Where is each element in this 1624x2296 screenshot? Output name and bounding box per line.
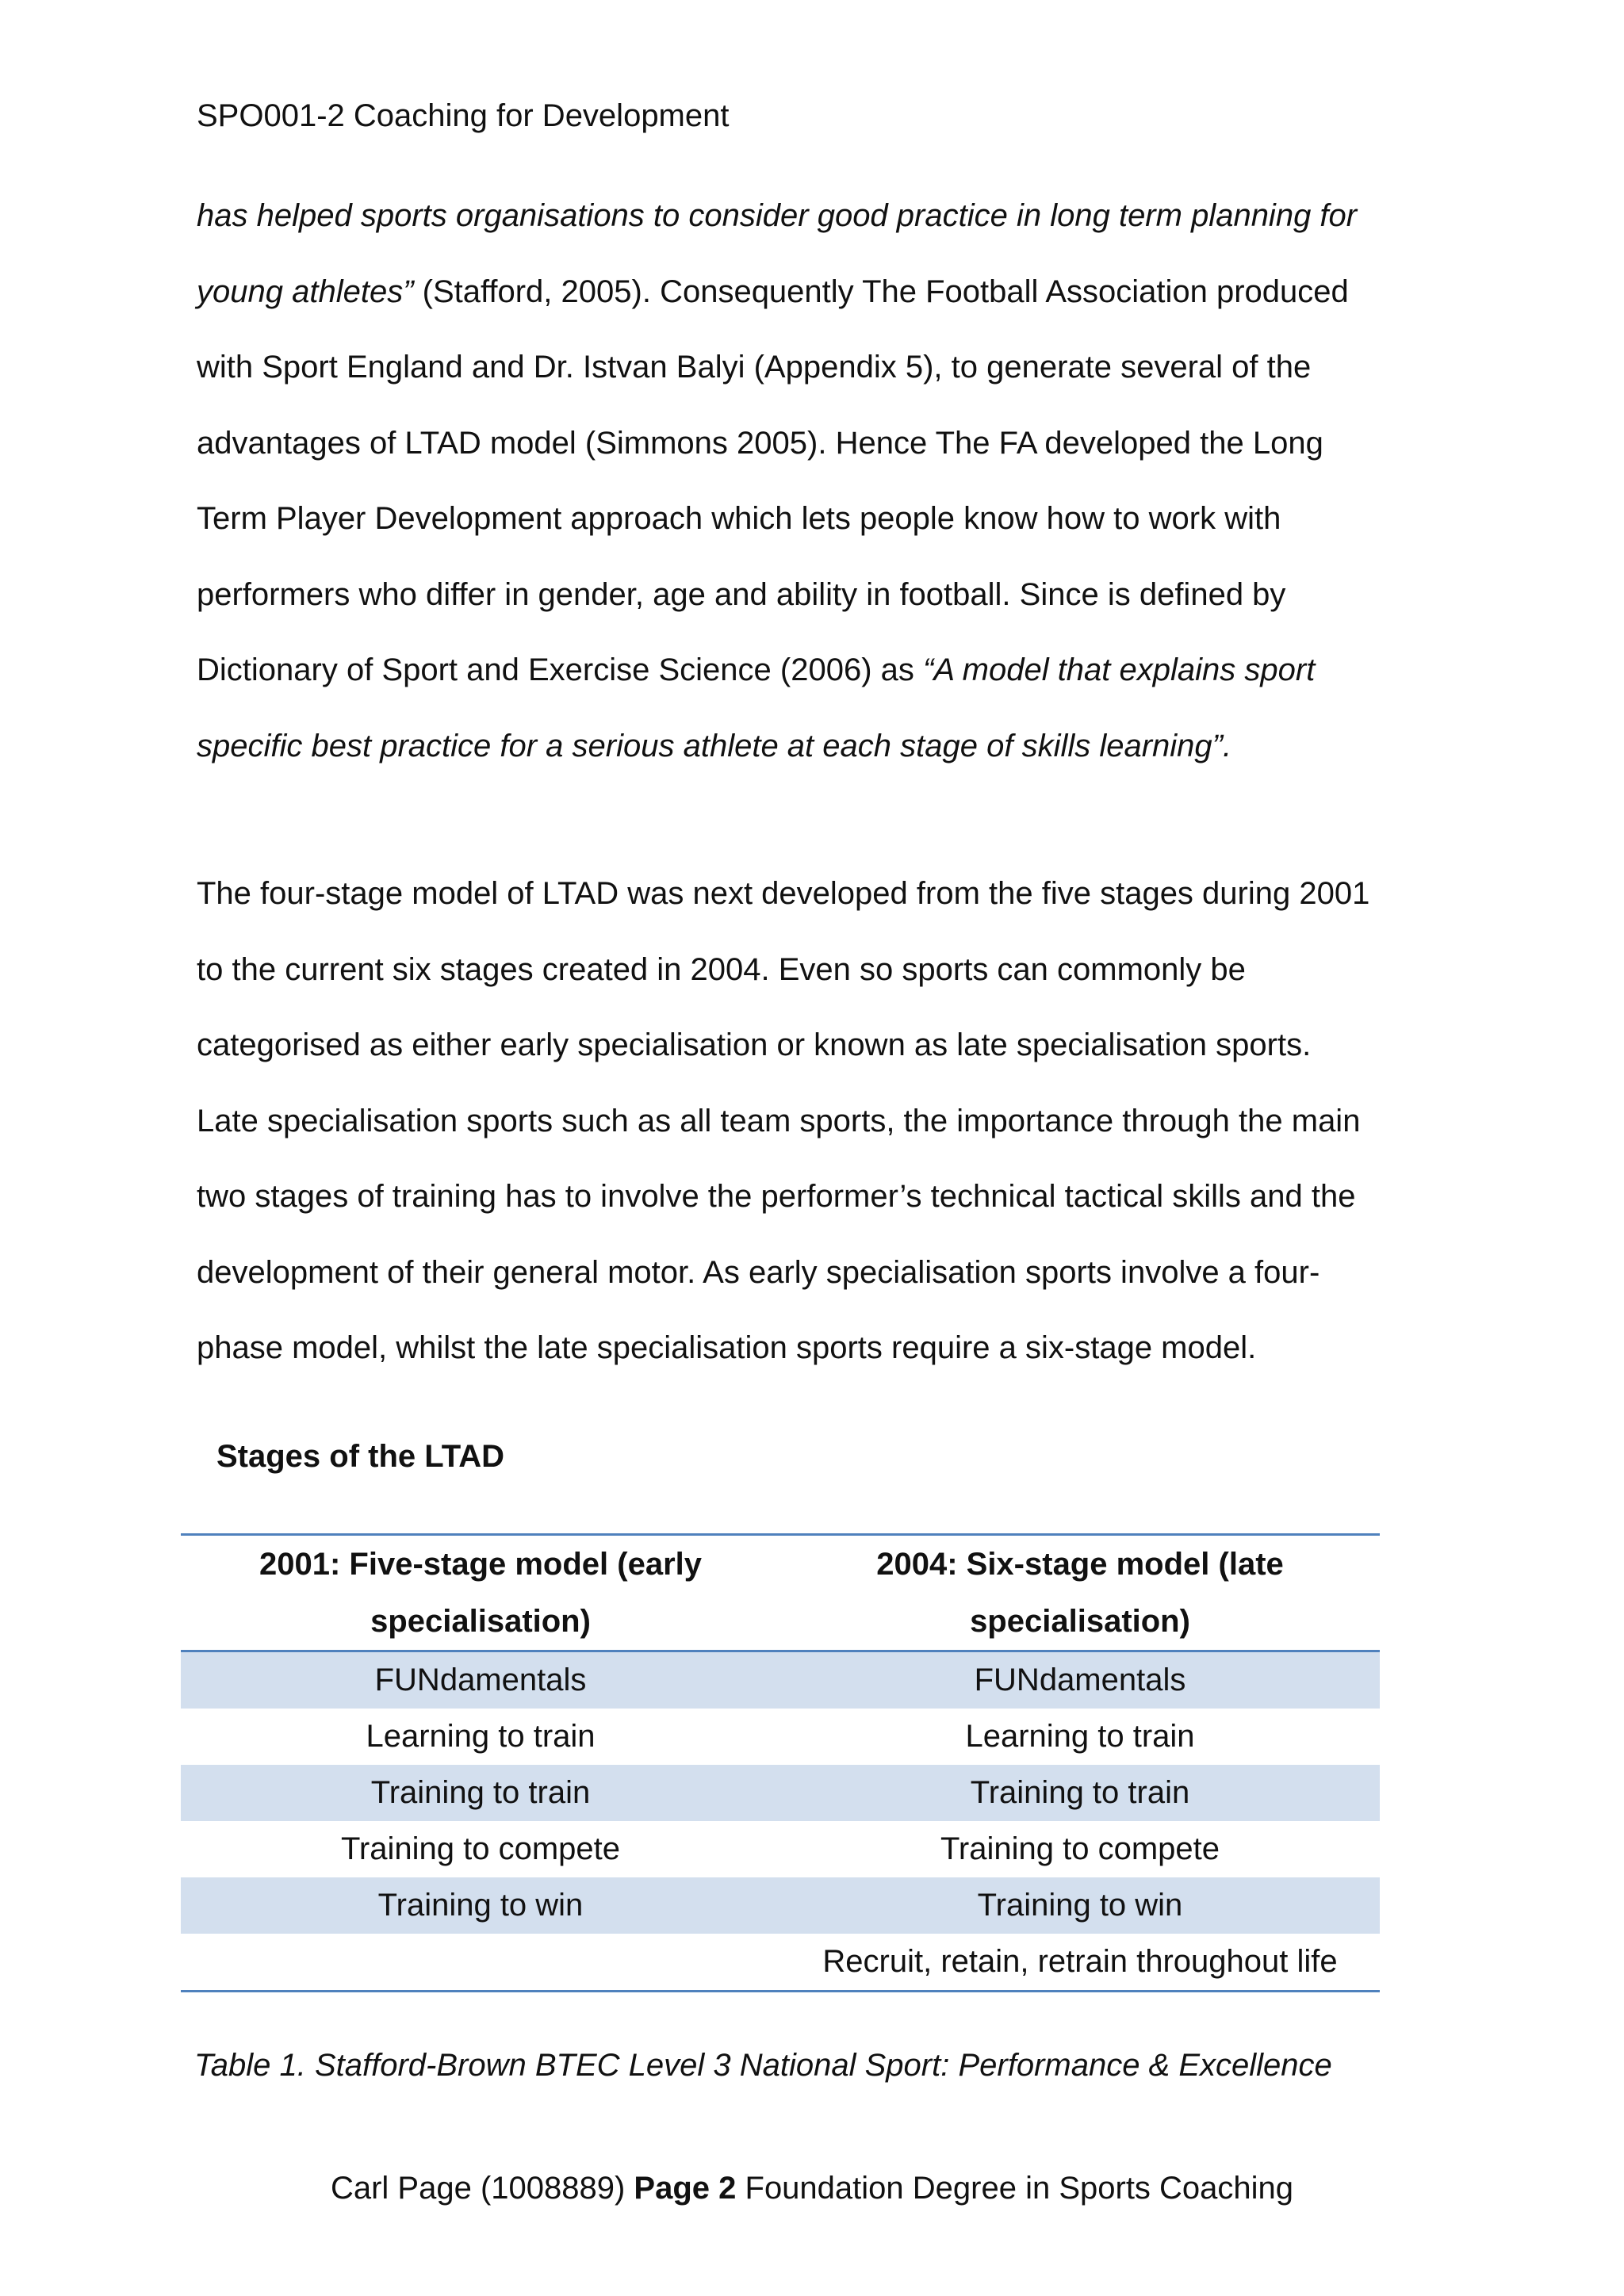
footer-author: Carl Page (1008889) bbox=[330, 2171, 634, 2206]
body-text: phase model, whilst the late specialisation sports require a six-stage model. bbox=[197, 1330, 1257, 1365]
table-row bbox=[181, 1877, 1380, 1934]
text-line bbox=[197, 947, 1434, 1024]
table-cell: FUNdamentals bbox=[780, 1651, 1380, 1709]
quote-text: specific best practice for a serious athlete at each stage of skills learning”. bbox=[197, 728, 1232, 763]
quote-text: has helped sports organisations to consider good practice in long term planning for bbox=[197, 198, 1358, 233]
quote-text: “A model that explains sport bbox=[923, 652, 1316, 687]
body-text: two stages of training has to involve the performer’s technical tactical skills and the bbox=[197, 1179, 1356, 1214]
body-text: advantages of LTAD model (Simmons 2005). Hence The FA developed the Long bbox=[197, 425, 1323, 461]
body-text: categorised as either early specialisation or known as late specialisation sports. bbox=[197, 1027, 1312, 1062]
page-number: Page 2 bbox=[634, 2171, 737, 2206]
text-line bbox=[197, 572, 1434, 649]
table-cell: Learning to train bbox=[366, 1719, 596, 1754]
column-header-2001: 2001: Five-stage model (early specialisation) bbox=[181, 1535, 780, 1651]
body-text: with Sport England and Dr. Istvan Balyi (Appendix 5), to generate several of the bbox=[197, 350, 1312, 385]
table-cell: Training to compete bbox=[340, 1831, 621, 1866]
table-caption: Table 1. Stafford-Brown BTEC Level 3 National Sport: Performance & Excellence bbox=[194, 2048, 1332, 2083]
text-line bbox=[197, 1023, 1434, 1099]
table-cell: Training to win bbox=[780, 1877, 1380, 1934]
text-line bbox=[197, 1250, 1434, 1326]
body-paragraph-1 bbox=[197, 193, 1434, 799]
text-line bbox=[197, 345, 1434, 421]
text-line bbox=[197, 871, 1434, 947]
table-row bbox=[181, 1709, 1380, 1765]
text-line bbox=[197, 496, 1434, 572]
table-heading: Stages of the LTAD bbox=[216, 1439, 504, 1474]
body-text: (Stafford, 2005). Consequently The Football Association produced bbox=[413, 274, 1349, 309]
table-cell: Learning to train bbox=[965, 1719, 1195, 1754]
table-cell: Training to train bbox=[780, 1765, 1380, 1821]
table-cell: Training to train bbox=[181, 1765, 780, 1821]
text-line bbox=[197, 421, 1434, 497]
body-text: Dictionary of Sport and Exercise Science (2006) as bbox=[197, 652, 923, 687]
table-cell: Training to compete bbox=[940, 1831, 1220, 1866]
body-text: performers who differ in gender, age and ability in football. Since is defined by bbox=[197, 576, 1286, 612]
table-row bbox=[181, 1765, 1380, 1821]
text-line bbox=[197, 270, 1434, 346]
table-cell bbox=[181, 1934, 780, 1992]
body-text: The four-stage model of LTAD was next developed from the five stages during 2001 bbox=[197, 876, 1370, 911]
footer-degree: Foundation Degree in Sports Coaching bbox=[736, 2171, 1294, 2206]
text-line bbox=[197, 724, 1434, 800]
table-row bbox=[181, 1651, 1380, 1709]
text-line bbox=[197, 648, 1434, 724]
table-row bbox=[181, 1821, 1380, 1877]
column-header-2004: 2004: Six-stage model (late specialisation) bbox=[780, 1535, 1380, 1651]
quote-text: young athletes” bbox=[197, 274, 414, 309]
text-line bbox=[197, 1326, 1434, 1402]
text-line bbox=[197, 1099, 1434, 1175]
text-line bbox=[197, 193, 1434, 270]
table-cell: Recruit, retain, retrain throughout life bbox=[822, 1944, 1338, 1979]
body-paragraph-2 bbox=[197, 871, 1434, 1402]
table-cell: Training to win bbox=[181, 1877, 780, 1934]
body-text: development of their general motor. As early specialisation sports involve a four- bbox=[197, 1254, 1320, 1290]
ltad-stages-table bbox=[181, 1533, 1380, 1992]
page-header: SPO001-2 Coaching for Development bbox=[197, 98, 730, 133]
body-text: Term Player Development approach which lets people know how to work with bbox=[197, 501, 1281, 536]
page-footer bbox=[0, 2166, 1624, 2210]
table-header-row bbox=[181, 1535, 1380, 1651]
body-text: Late specialisation sports such as all team sports, the importance through the main bbox=[197, 1103, 1361, 1138]
body-text: to the current six stages created in 2004. Even so sports can commonly be bbox=[197, 951, 1246, 987]
table-cell: FUNdamentals bbox=[181, 1651, 780, 1709]
text-line bbox=[197, 1174, 1434, 1250]
table-row bbox=[181, 1934, 1380, 1992]
